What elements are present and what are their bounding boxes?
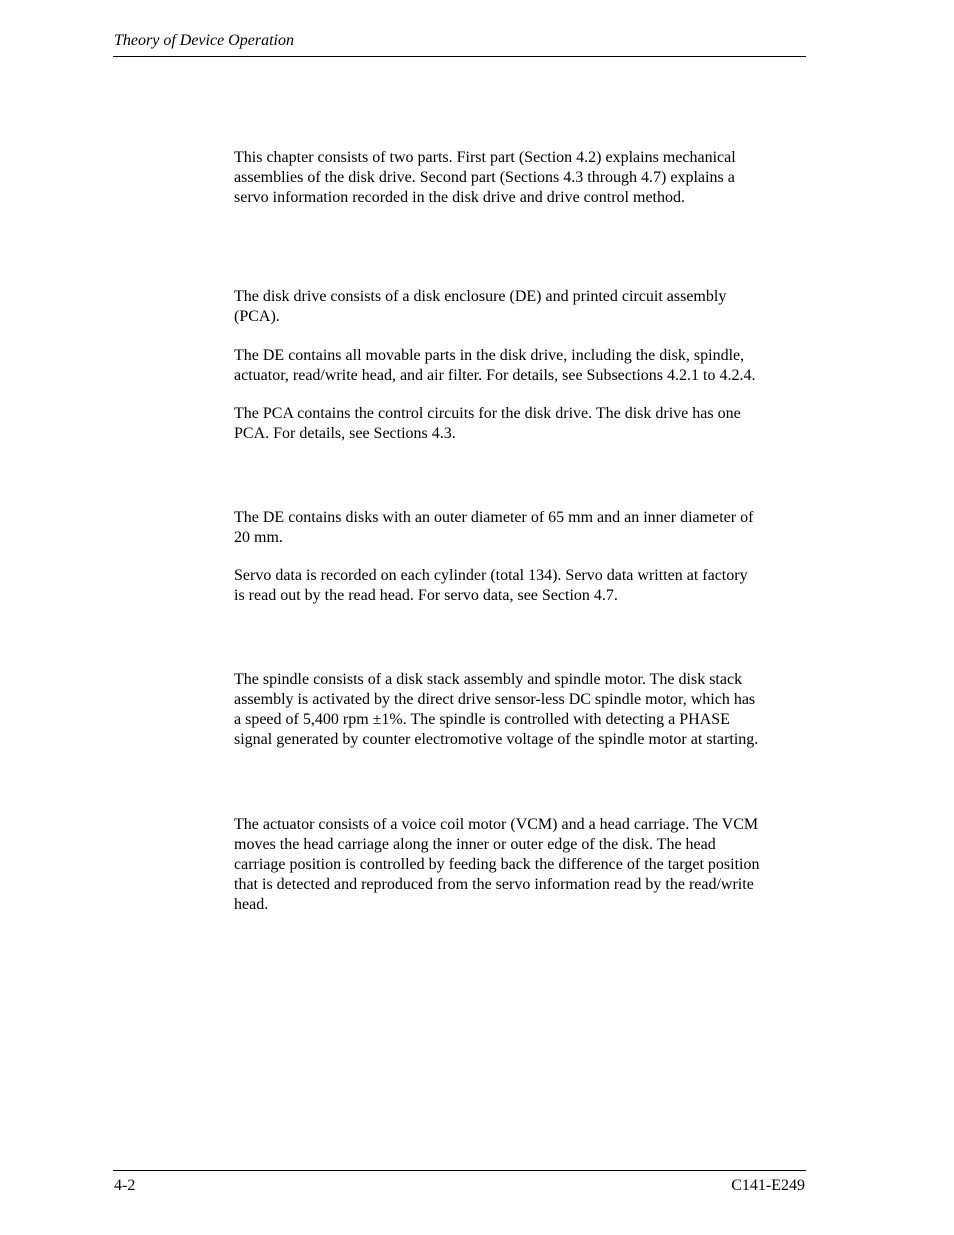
header-rule bbox=[113, 56, 806, 57]
disks-paragraph bbox=[234, 508, 809, 548]
text-line: The DE contains disks with an outer diameter of 65 mm and an inner diameter of bbox=[234, 509, 754, 526]
text-line: This chapter consists of two parts. First part (Section 4.2) explains mechanical bbox=[234, 149, 736, 166]
text-line: The spindle consists of a disk stack assembly and spindle motor. The disk stack bbox=[234, 671, 743, 688]
text-line: that is detected and reproduced from the servo information read by the read/write bbox=[234, 876, 754, 893]
text-line: actuator, read/write head, and air filter. For details, see Subsections 4.2.1 to 4.2.4. bbox=[234, 367, 756, 384]
text-line: PCA. For details, see Sections 4.3. bbox=[234, 425, 456, 442]
text-line: moves the head carriage along the inner or outer edge of the disk. The head bbox=[234, 836, 716, 853]
document-code: C141-E249 bbox=[731, 1177, 805, 1194]
footer-rule bbox=[113, 1170, 806, 1171]
pca-paragraph bbox=[234, 404, 809, 444]
text-line: assembly is activated by the direct drive sensor-less DC spindle motor, which has bbox=[234, 691, 756, 708]
text-line: a speed of 5,400 rpm ±1%. The spindle is controlled with detecting a PHASE bbox=[234, 711, 730, 728]
header-title: Theory of Device Operation bbox=[114, 32, 294, 49]
spindle-paragraph bbox=[234, 670, 809, 750]
text-line: The PCA contains the control circuits for the disk drive. The disk drive has one bbox=[234, 405, 741, 422]
text-line: (PCA). bbox=[234, 308, 280, 325]
text-line: is read out by the read head. For servo data, see Section 4.7. bbox=[234, 587, 618, 604]
text-line: The DE contains all movable parts in the disk drive, including the disk, spindle, bbox=[234, 347, 745, 364]
servo-data-paragraph bbox=[234, 566, 809, 606]
de-paragraph bbox=[234, 346, 809, 386]
text-line: servo information recorded in the disk drive and drive control method. bbox=[234, 189, 685, 206]
disk-drive-paragraph bbox=[234, 287, 809, 327]
text-line: Servo data is recorded on each cylinder (total 134). Servo data written at factory bbox=[234, 567, 748, 584]
text-line: The actuator consists of a voice coil motor (VCM) and a head carriage. The VCM bbox=[234, 816, 759, 833]
text-line: signal generated by counter electromotive voltage of the spindle motor at starting. bbox=[234, 731, 759, 748]
actuator-paragraph bbox=[234, 815, 809, 915]
text-line: 20 mm. bbox=[234, 529, 283, 546]
intro-paragraph bbox=[234, 148, 809, 208]
text-line: assemblies of the disk drive. Second part (Sections 4.3 through 4.7) explains a bbox=[234, 169, 735, 186]
text-line: carriage position is controlled by feeding back the difference of the target position bbox=[234, 856, 760, 873]
text-line: The disk drive consists of a disk enclosure (DE) and printed circuit assembly bbox=[234, 288, 727, 305]
text-line: head. bbox=[234, 896, 269, 913]
page-number: 4-2 bbox=[114, 1177, 136, 1194]
